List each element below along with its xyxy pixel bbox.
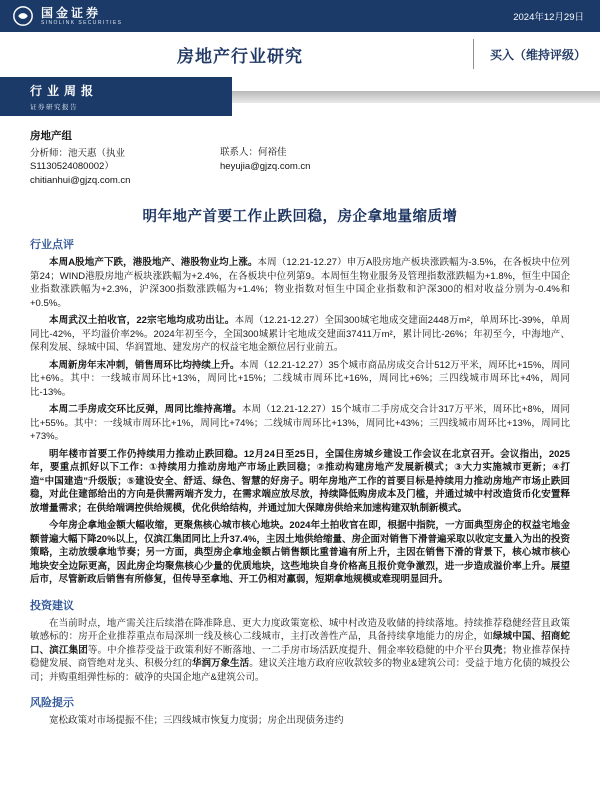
brand-text [41, 7, 122, 26]
bold-text-run: 本周武汉土拍收官，22宗宅地均成功出让。 [49, 315, 235, 326]
rating-badge: 买入（维持评级） [473, 39, 586, 69]
page-title: 房地产行业研究 [177, 46, 303, 66]
paragraph [30, 448, 570, 516]
text-run: 。建议关注地方政府应收款较多的物业&建筑公司：受益于地方化债的城投公司；并购重组弹性标的：破净的央国企地产&建筑公司。 [30, 658, 570, 683]
analyst-license: S1130524080002） [30, 161, 114, 172]
text-run: 本周（12.21-12.27）申万A股房地产板块涨跌幅为-3.5%，在各板块中位列第24；WIND港股房地产板块涨跌幅为+2.4%，在各板块中位列第9。本周恒生物业服务及管理指数涨跌幅为+1.8%，恒生中国企业指数涨跌幅为+2.3%，沪深300指数涨跌幅为+1.4%；物业指数对恒生中国企业指数和沪深300的相对收益分别为-0.4%和+0.5%。 [30, 257, 570, 309]
analyst-block [0, 116, 600, 187]
paragraph [30, 403, 570, 444]
analyst-name: 分析师：池天惠（执业 [30, 147, 126, 159]
bold-text-run: 明年楼市首要工作仍持续用力推动止跌回稳。12月24日至25日，全国住房城乡建设工作会议在北京召开。会议指出，2025年，要重点抓好以下工作：①持续用力推动房地产市场止跌回稳；②推动构建房地产发展新模式；③大力实施城市更新；④打造“中国建造”升级版；⑤建设安全、舒适、绿色、智慧的好房子。明年房地产工作的首要目标是持续用力推动房地产市场止跌回稳，对此住建部给出的方向是供需两端齐发力，在需求端应放尽放，持续降低购房成本及门槛，并通过城中村改造货币化安置释放增量需求；在供给端调控供给规模，优化供给结构，并通过加大保障房供给来加速构建双轨制新模式。 [30, 448, 570, 514]
text-run: 本周（12.21-12.27）35个城市商品房成交合计512万平米，周环比+15%，周同比+6%。其中：一线城市周环比+13%，周同比+15%；二线城市周环比+16%，周同比+6%；三四线城市周环比+4%，周同比-13%。 [30, 359, 570, 398]
report-title: 明年地产首要工作止跌回稳，房企拿地量缩质增 [142, 209, 458, 225]
header-bar [0, 0, 600, 32]
text-run: 本周（12.21-12.27）15个城市二手房成交合计317万平米，周环比+8%，周同比+55%。其中：一线城市周环比+1%，周同比+74%；二线城市周环比+13%，周同比+43%；三四线城市周环比+13%，周同比+73%。 [30, 404, 570, 442]
contact-name: 联系人：何裕佳 [220, 147, 287, 158]
paragraph [30, 519, 570, 587]
brand-name: 国金证券 [41, 5, 102, 20]
paragraph [30, 314, 570, 355]
bold-text-run: 今年房企拿地金额大幅收缩，更聚焦核心城市核心地块。2024年土拍收官在即，根据中指院，一方面典型房企的权益宅地金额普遍大幅下降20%以上，仅滨江集团同比上升37.4%，主因土地供给缩量、房企面对销售下滑普遍采取以收定支量入为出的投资策略，主动放缓拿地节奏；另一方面，典型房企拿地金额占销售额比重普遍有所上升，主因在销售下滑的背景下，核心城市核心地块安全边际更高，因此房企均聚焦核心少量的优质地块，这些地块自身价格高且报价竞争激烈，进一步造成溢价率上升。展望后市，尽管新政后销售有所修复，但传导至拿地、开工仍相对羸弱，短期拿地规模或难现明显回升。 [30, 520, 570, 585]
text-run: 在当前时点，地产需关注后续潜在降准降息、更大力度政策宽松、城中村改造及收储的持续落地。持续推荐稳健经营且政策敏感标的：房开企业推荐重点布局深圳一线及核心二线城市，主打改善性产品，具备持续拿地能力的房企，如 [30, 617, 570, 642]
title-bar [0, 32, 600, 76]
paragraph [30, 617, 570, 685]
report-category-label: 证券研究报告 [30, 104, 78, 111]
bold-text-run: 本周A股地产下跌，港股地产、港股物业均上涨。 [49, 257, 258, 268]
sections [0, 236, 600, 728]
section-heading: 行业点评 [30, 239, 74, 251]
bold-text-run: 本周二手房成交环比反弹，周同比维持高增。 [49, 404, 242, 415]
report-date: 2024年12月29日 [513, 12, 584, 23]
report-type-banner [0, 77, 600, 116]
paragraph [30, 256, 570, 310]
paragraph [30, 714, 570, 728]
text-run: ；物业推荐保持稳健发展、商管绝对龙头、积极分红的 [30, 644, 570, 669]
brand-subtitle: SINOLINK SECURITIES [41, 19, 123, 26]
text-run: 宽松政策对市场提振不佳；三四线城市恢复力度弱；房企出现债务违约 [49, 715, 344, 726]
section-heading: 风险提示 [30, 697, 74, 709]
text-run: 本周（12.21-12.27）全国300城宅地成交建面2448万m²，单周环比-39%，单周同比-42%，平均溢价率2%。2024年初至今，全国300城累计宅地成交建面37411万m²，累计同比-26%；年初至今，中海地产、保利发展、绿城中国、华润置地、建发房产的权益宅地金额位居行业前五。 [30, 315, 570, 353]
contact-email[interactable]: heyujia@gjzq.com.cn [220, 160, 311, 172]
analyst-group: 房地产组 [30, 130, 72, 142]
bold-text-run: 绿城中国、招商蛇口、滨江集团 [30, 631, 570, 656]
analyst-column [30, 130, 220, 187]
report-type-label: 行业周报 [30, 84, 99, 98]
bold-text-run: 本周新房年末冲刺，销售周环比均持续上升。 [49, 359, 240, 371]
bold-text-run: 华润万象生活 [192, 658, 250, 669]
banner-rule [232, 91, 600, 103]
contact-column [220, 146, 410, 187]
report-type-block [0, 77, 232, 116]
brand-logo-icon [12, 5, 34, 27]
section-heading: 投资建议 [30, 599, 74, 612]
bold-text-run: 贝壳 [483, 644, 503, 656]
brand [12, 5, 122, 27]
paragraph [30, 359, 570, 400]
analyst-email[interactable]: chitianhui@gjzq.com.cn [30, 174, 131, 186]
text-run: 等。中介推荐受益于政策利好不断落地、一二手房市场活跃度提升、佣金率较稳健的中介平台 [87, 644, 484, 656]
